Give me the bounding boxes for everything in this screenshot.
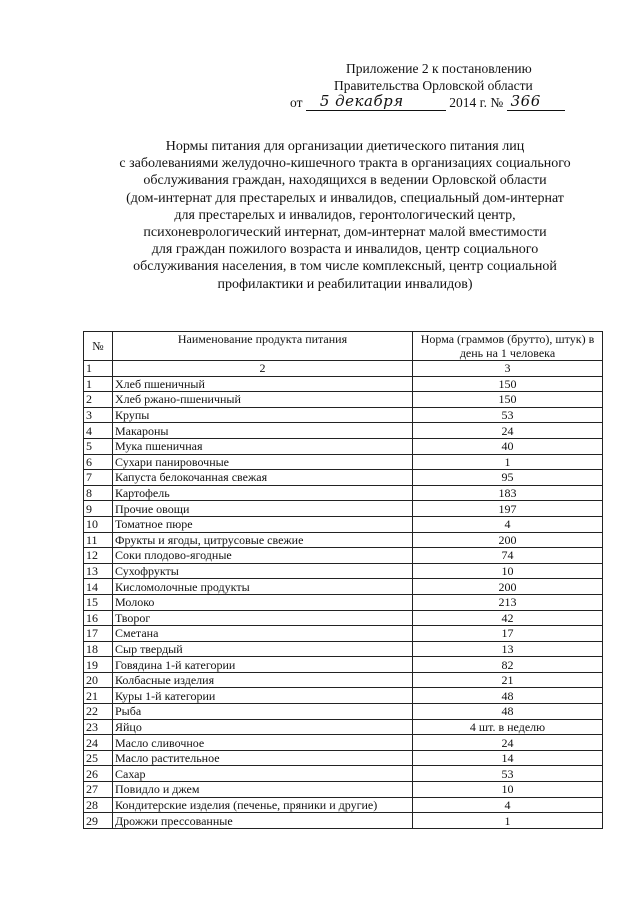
row-num: 25 xyxy=(84,750,113,766)
row-product-name: Яйцо xyxy=(113,719,413,735)
row-product-name: Сухари панировочные xyxy=(113,454,413,470)
row-num: 23 xyxy=(84,719,113,735)
row-norm: 21 xyxy=(413,672,603,688)
table-row xyxy=(84,579,603,595)
row-num: 10 xyxy=(84,516,113,532)
row-norm: 183 xyxy=(413,485,603,501)
row-product-name: Хлеб пшеничный xyxy=(113,376,413,392)
row-product-name: Прочие овощи xyxy=(113,501,413,517)
table-row xyxy=(84,719,603,735)
table-row xyxy=(84,813,603,829)
row-product-name: Кисломолочные продукты xyxy=(113,579,413,595)
row-num: 8 xyxy=(84,485,113,501)
row-norm: 1 xyxy=(413,813,603,829)
row-norm: 4 шт. в неделю xyxy=(413,719,603,735)
table-row xyxy=(84,797,603,813)
table-index-row xyxy=(84,361,603,377)
row-norm: 4 xyxy=(413,516,603,532)
row-norm: 200 xyxy=(413,532,603,548)
row-product-name: Молоко xyxy=(113,594,413,610)
row-norm: 53 xyxy=(413,766,603,782)
title-line: (дом-интернат для престарелых и инвалидов, специальный дом-интернат xyxy=(126,190,564,206)
row-product-name: Колбасные изделия xyxy=(113,672,413,688)
table-row xyxy=(84,470,603,486)
table-row xyxy=(84,376,603,392)
row-product-name: Повидло и джем xyxy=(113,782,413,798)
row-num: 21 xyxy=(84,688,113,704)
row-num: 9 xyxy=(84,501,113,517)
row-norm: 24 xyxy=(413,735,603,751)
row-product-name: Кондитерские изделия (печенье, пряники и другие) xyxy=(113,797,413,813)
row-norm: 42 xyxy=(413,610,603,626)
document-title xyxy=(85,138,605,293)
row-product-name: Масло растительное xyxy=(113,750,413,766)
row-num: 3 xyxy=(84,407,113,423)
row-num: 28 xyxy=(84,797,113,813)
table-header-row xyxy=(84,332,603,361)
appendix-line-2: Правительства Орловской области xyxy=(334,78,533,93)
row-num: 19 xyxy=(84,657,113,673)
row-num: 4 xyxy=(84,423,113,439)
row-product-name: Творог xyxy=(113,610,413,626)
table-row xyxy=(84,610,603,626)
row-num: 27 xyxy=(84,782,113,798)
table-row xyxy=(84,766,603,782)
table-row xyxy=(84,423,603,439)
row-product-name: Сметана xyxy=(113,626,413,642)
table-row xyxy=(84,485,603,501)
table-row xyxy=(84,454,603,470)
row-norm: 10 xyxy=(413,782,603,798)
index-cell-2: 2 xyxy=(113,361,413,377)
row-product-name: Фрукты и ягоды, цитрусовые свежие xyxy=(113,532,413,548)
title-line: обслуживания граждан, находящихся в ведении Орловской области xyxy=(143,173,547,189)
row-norm: 200 xyxy=(413,579,603,595)
table-row xyxy=(84,688,603,704)
title-line: с заболеваниями желудочно-кишечного тракта в организациях социального xyxy=(119,156,571,172)
row-num: 6 xyxy=(84,454,113,470)
handwritten-number: 366 xyxy=(510,92,541,110)
row-product-name: Картофель xyxy=(113,485,413,501)
row-num: 14 xyxy=(84,579,113,595)
table-row xyxy=(84,750,603,766)
row-num: 11 xyxy=(84,532,113,548)
table-row xyxy=(84,782,603,798)
title-line: обслуживания населения, в том числе комплексный, центр социальной xyxy=(133,259,557,275)
row-norm: 74 xyxy=(413,548,603,564)
date-blank xyxy=(306,92,446,111)
table-row xyxy=(84,516,603,532)
row-norm: 10 xyxy=(413,563,603,579)
row-product-name: Сухофрукты xyxy=(113,563,413,579)
row-num: 16 xyxy=(84,610,113,626)
table-row xyxy=(84,672,603,688)
row-norm: 53 xyxy=(413,407,603,423)
row-norm: 48 xyxy=(413,688,603,704)
row-num: 13 xyxy=(84,563,113,579)
row-num: 5 xyxy=(84,438,113,454)
row-product-name: Макароны xyxy=(113,423,413,439)
table-row xyxy=(84,532,603,548)
row-norm: 14 xyxy=(413,750,603,766)
index-cell-3: 3 xyxy=(413,361,603,377)
row-num: 2 xyxy=(84,392,113,408)
table-row xyxy=(84,626,603,642)
row-product-name: Соки плодово-ягодные xyxy=(113,548,413,564)
row-num: 18 xyxy=(84,641,113,657)
row-norm: 150 xyxy=(413,392,603,408)
row-product-name: Крупы xyxy=(113,407,413,423)
row-norm: 17 xyxy=(413,626,603,642)
table-row xyxy=(84,548,603,564)
row-product-name: Куры 1-й категории xyxy=(113,688,413,704)
appendix-header xyxy=(290,60,610,111)
row-norm: 1 xyxy=(413,454,603,470)
row-num: 29 xyxy=(84,813,113,829)
row-norm: 213 xyxy=(413,594,603,610)
row-norm: 82 xyxy=(413,657,603,673)
row-norm: 197 xyxy=(413,501,603,517)
table-row xyxy=(84,594,603,610)
header-num: № xyxy=(84,332,113,361)
table-row xyxy=(84,438,603,454)
row-num: 22 xyxy=(84,704,113,720)
table-row xyxy=(84,501,603,517)
row-norm: 24 xyxy=(413,423,603,439)
row-num: 12 xyxy=(84,548,113,564)
row-product-name: Капуста белокочанная свежая xyxy=(113,470,413,486)
row-num: 1 xyxy=(84,376,113,392)
row-num: 15 xyxy=(84,594,113,610)
row-product-name: Томатное пюре xyxy=(113,516,413,532)
row-norm: 150 xyxy=(413,376,603,392)
table-row xyxy=(84,392,603,408)
row-num: 20 xyxy=(84,672,113,688)
year-text: 2014 г. № xyxy=(449,95,504,110)
appendix-date-line xyxy=(290,94,610,111)
row-num: 24 xyxy=(84,735,113,751)
handwritten-date: 5 декабря xyxy=(319,92,404,110)
table-row xyxy=(84,735,603,751)
title-line: для престарелых и инвалидов, геронтологический центр, xyxy=(174,207,516,223)
table-row xyxy=(84,641,603,657)
row-product-name: Масло сливочное xyxy=(113,735,413,751)
title-line: Нормы питания для организации диетического питания лиц xyxy=(165,139,525,154)
row-norm: 40 xyxy=(413,438,603,454)
row-product-name: Дрожжи прессованные xyxy=(113,813,413,829)
table-row xyxy=(84,657,603,673)
row-product-name: Сахар xyxy=(113,766,413,782)
index-cell-1: 1 xyxy=(84,361,113,377)
header-norm: Норма (граммов (брутто), штук) в день на 1 человека xyxy=(413,332,603,361)
appendix-line-1: Приложение 2 к постановлению xyxy=(346,61,532,76)
row-num: 7 xyxy=(84,470,113,486)
row-num: 17 xyxy=(84,626,113,642)
from-label: от xyxy=(290,95,303,110)
table-row xyxy=(84,704,603,720)
row-product-name: Рыба xyxy=(113,704,413,720)
header-name: Наименование продукта питания xyxy=(113,332,413,361)
row-product-name: Мука пшеничная xyxy=(113,438,413,454)
row-product-name: Говядина 1-й категории xyxy=(113,657,413,673)
title-line: психоневрологический интернат, дом-интернат малой вместимости xyxy=(143,225,547,241)
row-norm: 13 xyxy=(413,641,603,657)
title-line: профилактики и реабилитации инвалидов) xyxy=(217,276,473,292)
nutrition-norms-table xyxy=(83,331,603,829)
row-product-name: Сыр твердый xyxy=(113,641,413,657)
table-row xyxy=(84,563,603,579)
row-norm: 4 xyxy=(413,797,603,813)
row-num: 26 xyxy=(84,766,113,782)
number-blank xyxy=(507,92,565,111)
row-norm: 95 xyxy=(413,470,603,486)
title-line: для граждан пожилого возраста и инвалидов, центр социального xyxy=(151,242,539,258)
row-norm: 48 xyxy=(413,704,603,720)
table-row xyxy=(84,407,603,423)
row-product-name: Хлеб ржано-пшеничный xyxy=(113,392,413,408)
